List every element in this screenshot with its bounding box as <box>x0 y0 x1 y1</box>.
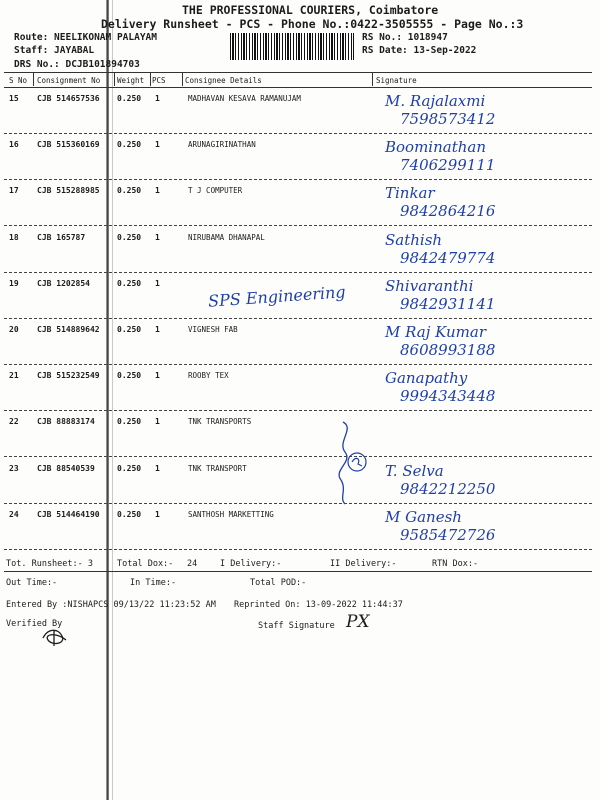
signature-name: Boominathan <box>385 138 487 157</box>
row-consignee-name: TNK TRANSPORTS <box>188 417 252 427</box>
ii-delivery-label: II Delivery:- <box>330 559 397 569</box>
row-sno: 15 <box>9 94 19 103</box>
table-row <box>0 506 600 552</box>
row-pcs: 1 <box>155 94 160 103</box>
signature-phone: 9842212250 <box>400 479 496 498</box>
signature-phone: 9842479774 <box>400 248 496 267</box>
row-consignee-name: MADHAVAN KESAVA RAMANUJAM <box>188 94 301 103</box>
row-weight: 0.250 <box>117 463 142 473</box>
signature-phone: 8608993188 <box>400 341 496 359</box>
row-consignee-name: T J COMPUTER <box>188 186 243 196</box>
rtn-dox-label: RTN Dox:- <box>432 559 479 569</box>
signature-name: T. Selva <box>385 461 444 480</box>
row-consignment-no: CJB 88883174 <box>37 417 95 427</box>
route-label: Route: NEELIKONAM PALAYAM <box>14 32 157 43</box>
row-divider <box>4 549 592 550</box>
staff-signature-mark: PX <box>346 612 370 632</box>
row-weight: 0.250 <box>117 232 142 242</box>
rs-date: RS Date: 13-Sep-2022 <box>362 45 477 56</box>
row-consignment-no: CJB 514657536 <box>37 94 100 103</box>
col-divider <box>33 73 34 86</box>
row-sno: 18 <box>9 232 19 242</box>
row-divider <box>4 410 592 411</box>
row-pcs: 1 <box>155 417 160 427</box>
row-divider <box>4 503 592 504</box>
row-divider <box>4 133 592 134</box>
col-divider <box>150 73 151 86</box>
table-row <box>0 321 600 367</box>
staff-label: Staff: JAYABAL <box>14 45 95 56</box>
signature-name: M. Rajalaxmi <box>385 92 486 110</box>
signature-name: Tinkar <box>385 184 435 203</box>
row-pcs: 1 <box>155 186 160 196</box>
total-pod-label: Total POD:- <box>250 578 307 588</box>
verified-by-label: Verified By <box>6 619 63 629</box>
col-sno: S No <box>9 76 28 85</box>
out-time-label: Out Time:- <box>6 578 58 588</box>
row-divider <box>4 456 592 457</box>
table-row <box>0 136 600 182</box>
row-sno: 17 <box>9 186 19 196</box>
row-consignment-no: CJB 165787 <box>37 232 86 242</box>
verified-stamp-icon <box>40 626 70 648</box>
row-consignment-no: CJB 515360169 <box>37 140 100 150</box>
table-row <box>0 460 600 506</box>
col-divider <box>182 73 183 86</box>
col-signature: Signature <box>376 76 417 85</box>
row-sno: 20 <box>9 325 19 334</box>
reprinted-on: Reprinted On: 13-09-2022 11:44:37 <box>234 600 403 610</box>
in-time-label: In Time:- <box>130 578 177 588</box>
row-consignment-no: CJB 515288985 <box>37 186 100 196</box>
row-consignee-name: NIRUBAMA DHANAPAL <box>188 232 265 242</box>
signature-phone: 9994343448 <box>400 387 496 406</box>
signature-name: M Ganesh <box>385 507 462 526</box>
col-consignment: Consignment No <box>37 76 101 85</box>
row-pcs: 1 <box>155 325 160 334</box>
drs-number: DRS No.: DCJB101894703 <box>14 59 140 70</box>
total-dox-value: 24 <box>187 559 198 569</box>
row-divider <box>4 364 592 365</box>
row-weight: 0.250 <box>117 278 142 288</box>
signature-phone: 9842864216 <box>400 202 496 221</box>
col-pcs: PCS <box>152 76 166 85</box>
signature-name: Shivaranthi <box>385 276 474 295</box>
signature-phone: 7406299111 <box>400 156 496 175</box>
row-sno: 23 <box>9 463 19 473</box>
footer-divider <box>4 571 592 572</box>
row-pcs: 1 <box>155 278 160 288</box>
signature-name: Sathish <box>385 230 443 249</box>
i-delivery-label: I Delivery:- <box>220 559 282 569</box>
col-weight: Weight <box>117 76 145 85</box>
signature-name: Ganapathy <box>385 369 468 388</box>
handwritten-annotation: SPS Engineering <box>207 282 347 311</box>
tot-runsheet: Tot. Runsheet:- 3 <box>6 559 93 569</box>
row-divider <box>4 179 592 180</box>
table-row <box>0 182 600 228</box>
row-divider <box>4 272 592 273</box>
row-sno: 22 <box>9 417 19 427</box>
row-pcs: 1 <box>155 371 160 381</box>
row-consignee-name: VIGNESH FAB <box>188 325 238 334</box>
row-weight: 0.250 <box>117 417 142 427</box>
total-dox-label: Total Dox:- <box>117 559 174 569</box>
row-weight: 0.250 <box>117 94 142 103</box>
rs-number: RS No.: 1018947 <box>362 32 448 43</box>
col-details: Consignee Details <box>185 76 262 85</box>
staff-signature-label: Staff Signature <box>258 621 335 631</box>
row-weight: 0.250 <box>117 325 142 334</box>
row-pcs: 1 <box>155 509 160 519</box>
barcode <box>230 33 354 60</box>
table-row <box>0 90 600 136</box>
row-consignment-no: CJB 88540539 <box>37 463 95 473</box>
row-pcs: 1 <box>155 463 160 473</box>
row-consignee-name: ARUNAGIRINATHAN <box>188 140 256 150</box>
row-sno: 21 <box>9 371 19 381</box>
row-pcs: 1 <box>155 140 160 150</box>
row-consignment-no: CJB 514889642 <box>37 325 100 334</box>
row-sno: 19 <box>9 278 19 288</box>
row-consignment-no: CJB 514464190 <box>37 509 100 519</box>
row-consignee-name: ROOBY TEX <box>188 371 229 381</box>
row-consignment-no: CJB 1202854 <box>37 278 90 288</box>
handwritten-scribble <box>325 418 375 508</box>
row-consignee-name: TNK TRANSPORT <box>188 463 247 473</box>
row-consignee-name: SANTHOSH MARKETTING <box>188 509 274 519</box>
row-weight: 0.250 <box>117 371 142 381</box>
row-weight: 0.250 <box>117 509 142 519</box>
table-row <box>0 229 600 275</box>
row-sno: 16 <box>9 140 19 150</box>
company-title: THE PROFESSIONAL COURIERS, Coimbatore <box>182 3 439 17</box>
signature-name: M Raj Kumar <box>385 323 487 341</box>
row-divider <box>4 318 592 319</box>
row-pcs: 1 <box>155 232 160 242</box>
table-top-border <box>4 72 592 73</box>
signature-phone: 9842931141 <box>400 294 496 313</box>
table-row <box>0 413 600 459</box>
entered-by: Entered By :NISHAPCS 09/13/22 11:23:52 AM <box>6 600 216 610</box>
col-divider <box>114 73 115 86</box>
runsheet-title: Delivery Runsheet - PCS - Phone No.:0422-3505555 - Page No.:3 <box>101 17 524 31</box>
signature-phone: 7598573412 <box>400 110 496 128</box>
signature-phone: 9585472726 <box>400 525 496 544</box>
table-row <box>0 367 600 413</box>
row-weight: 0.250 <box>117 140 142 150</box>
row-divider <box>4 225 592 226</box>
col-divider <box>372 73 373 86</box>
row-sno: 24 <box>9 509 19 519</box>
header-bottom-border <box>4 87 592 88</box>
row-consignment-no: CJB 515232549 <box>37 371 100 381</box>
row-weight: 0.250 <box>117 186 142 196</box>
